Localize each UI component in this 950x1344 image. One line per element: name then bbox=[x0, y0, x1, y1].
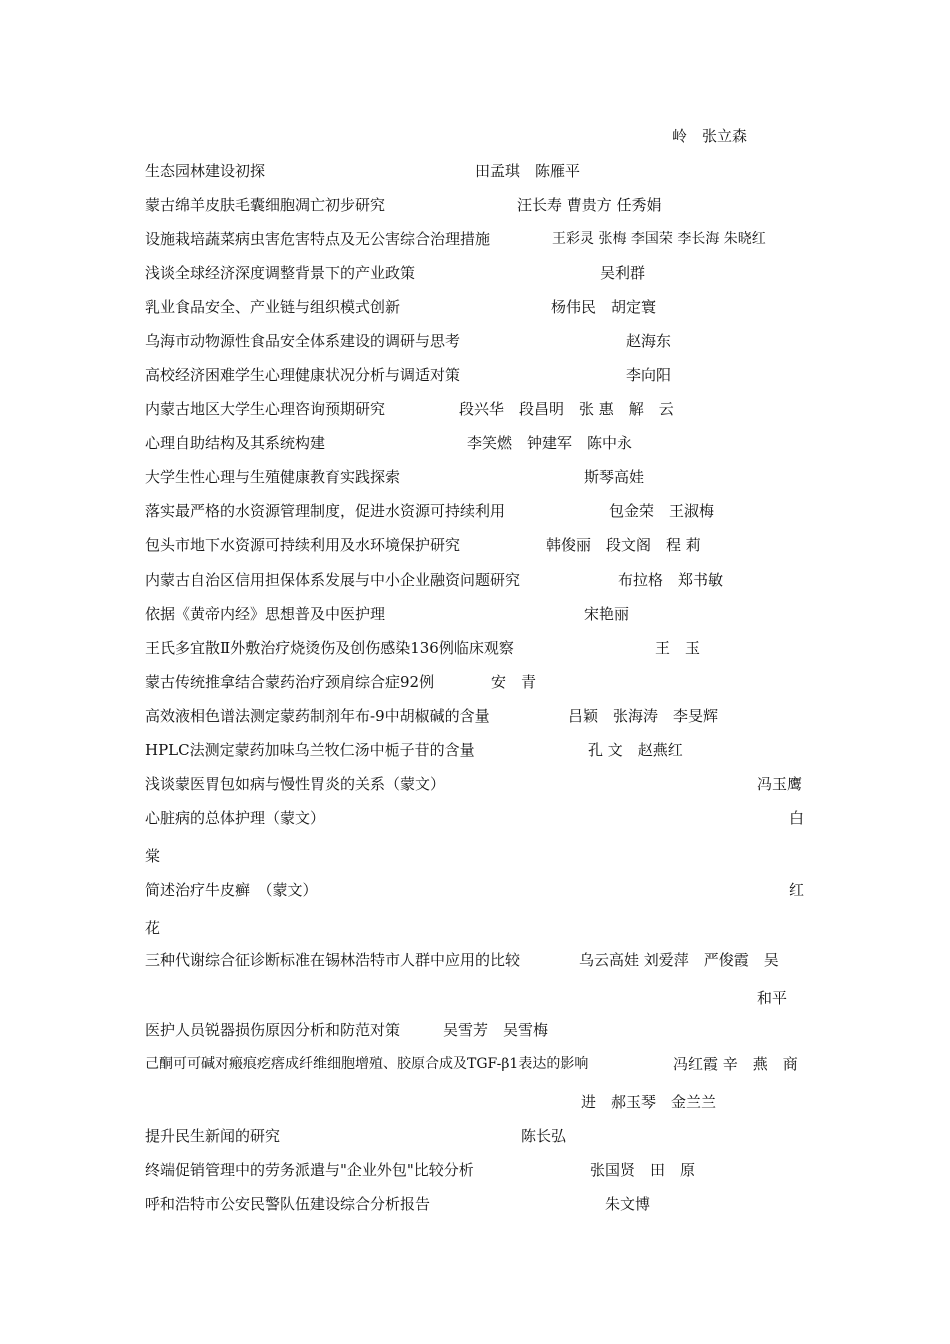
entry-authors: 吴雪芳 吴雪梅 bbox=[443, 1021, 549, 1039]
entry-title: 内蒙古自治区信用担保体系发展与中小企业融资问题研究 bbox=[145, 571, 521, 589]
entry-title: 终端促销管理中的劳务派遣与"企业外包"比较分析 bbox=[145, 1161, 474, 1179]
entry-authors: 棠 bbox=[145, 847, 161, 865]
entry-title: 高效液相色谱法测定蒙药制剂年布-9中胡椒碱的含量 bbox=[145, 707, 490, 725]
entry-title: 三种代谢综合征诊断标准在锡林浩特市人群中应用的比较 bbox=[145, 951, 521, 969]
entry-authors: 乌云高娃 刘爱萍 严俊霞 吴 bbox=[579, 951, 779, 969]
entry-title: 蒙古绵羊皮肤毛囊细胞凋亡初步研究 bbox=[145, 196, 386, 214]
entry-authors: 王彩灵 张梅 李国荣 李长海 朱晓红 bbox=[552, 231, 766, 247]
entry-title: 高校经济困难学生心理健康状况分析与调适对策 bbox=[145, 366, 461, 384]
entry-title: 提升民生新闻的研究 bbox=[145, 1127, 281, 1145]
entry-authors: 冯红霞 辛 燕 商 bbox=[673, 1055, 798, 1073]
entry-title: 医护人员锐器损伤原因分析和防范对策 bbox=[145, 1021, 401, 1039]
entry-title: 大学生性心理与生殖健康教育实践探索 bbox=[145, 468, 401, 486]
entry-title: 简述治疗牛皮癣 （蒙文） bbox=[145, 881, 318, 899]
entry-authors: 张国贤 田 原 bbox=[590, 1161, 696, 1179]
entry-title: 己酮可可碱对瘢痕疙瘩成纤维细胞增殖、胶原合成及TGF-β1表达的影响 bbox=[145, 1056, 589, 1072]
entry-title: 心理自助结构及其系统构建 bbox=[145, 434, 326, 452]
entry-authors: 布拉格 郑书敏 bbox=[618, 571, 724, 589]
entry-authors: 吴利群 bbox=[600, 264, 646, 282]
entry-title: 生态园林建设初探 bbox=[145, 162, 266, 180]
entry-authors: 段兴华 段昌明 张 惠 解 云 bbox=[459, 400, 674, 418]
entry-title: 浅谈全球经济深度调整背景下的产业政策 bbox=[145, 264, 416, 282]
entry-authors: 吕颖 张海涛 李旻辉 bbox=[568, 707, 719, 725]
entry-authors: 赵海东 bbox=[626, 332, 672, 350]
entry-authors: 白 bbox=[789, 809, 805, 827]
entry-authors: 朱文博 bbox=[605, 1195, 651, 1213]
entry-authors: 和平 bbox=[757, 989, 788, 1007]
entry-authors: 李笑燃 钟建军 陈中永 bbox=[467, 434, 633, 452]
entry-title: 呼和浩特市公安民警队伍建设综合分析报告 bbox=[145, 1195, 431, 1213]
entry-title: 心脏病的总体护理（蒙文） bbox=[145, 809, 326, 827]
entry-authors: 田孟琪 陈雁平 bbox=[475, 162, 581, 180]
entry-authors: 王 玉 bbox=[655, 639, 701, 657]
entry-authors: 宋艳丽 bbox=[584, 605, 630, 623]
entry-authors: 韩俊丽 段文阁 程 莉 bbox=[546, 536, 701, 554]
entry-title: 落实最严格的水资源管理制度，促进水资源可持续利用 bbox=[145, 502, 506, 520]
entry-title: 乳业食品安全、产业链与组织模式创新 bbox=[145, 298, 401, 316]
entry-authors: 孔 文 赵燕红 bbox=[588, 741, 683, 759]
entry-title: 浅谈蒙医胃包如病与慢性胃炎的关系（蒙文） bbox=[145, 775, 446, 793]
entry-title: HPLC法测定蒙药加味乌兰牧仁汤中栀子苷的含量 bbox=[145, 741, 475, 759]
entry-authors: 汪长寿 曹贵方 任秀娟 bbox=[517, 196, 662, 214]
entry-title: 设施栽培蔬菜病虫害危害特点及无公害综合治理措施 bbox=[145, 230, 491, 248]
entry-authors: 红 bbox=[789, 881, 805, 899]
entry-title: 蒙古传统推拿结合蒙药治疗颈肩综合症92例 bbox=[145, 673, 435, 691]
entry-title: 依据《黄帝内经》思想普及中医护理 bbox=[145, 605, 386, 623]
entry-authors: 冯玉鹰 bbox=[757, 775, 803, 793]
entry-title: 王氏多宜散Ⅱ外敷治疗烧烫伤及创伤感染136例临床观察 bbox=[145, 639, 514, 657]
entry-authors: 陈长弘 bbox=[521, 1127, 567, 1145]
entry-authors: 杨伟民 胡定寰 bbox=[551, 298, 657, 316]
entry-authors: 李向阳 bbox=[626, 366, 672, 384]
entry-title: 乌海市动物源性食品安全体系建设的调研与思考 bbox=[145, 332, 461, 350]
entry-authors: 岭 张立森 bbox=[672, 127, 748, 145]
entry-authors: 包金荣 王淑梅 bbox=[609, 502, 715, 520]
entry-authors: 斯琴高娃 bbox=[584, 468, 645, 486]
entry-authors: 花 bbox=[145, 919, 161, 937]
entry-authors: 安 青 bbox=[491, 673, 537, 691]
entry-title: 内蒙古地区大学生心理咨询预期研究 bbox=[145, 400, 386, 418]
entry-authors: 进 郝玉琴 金兰兰 bbox=[581, 1093, 717, 1111]
entry-title: 包头市地下水资源可持续利用及水环境保护研究 bbox=[145, 536, 461, 554]
